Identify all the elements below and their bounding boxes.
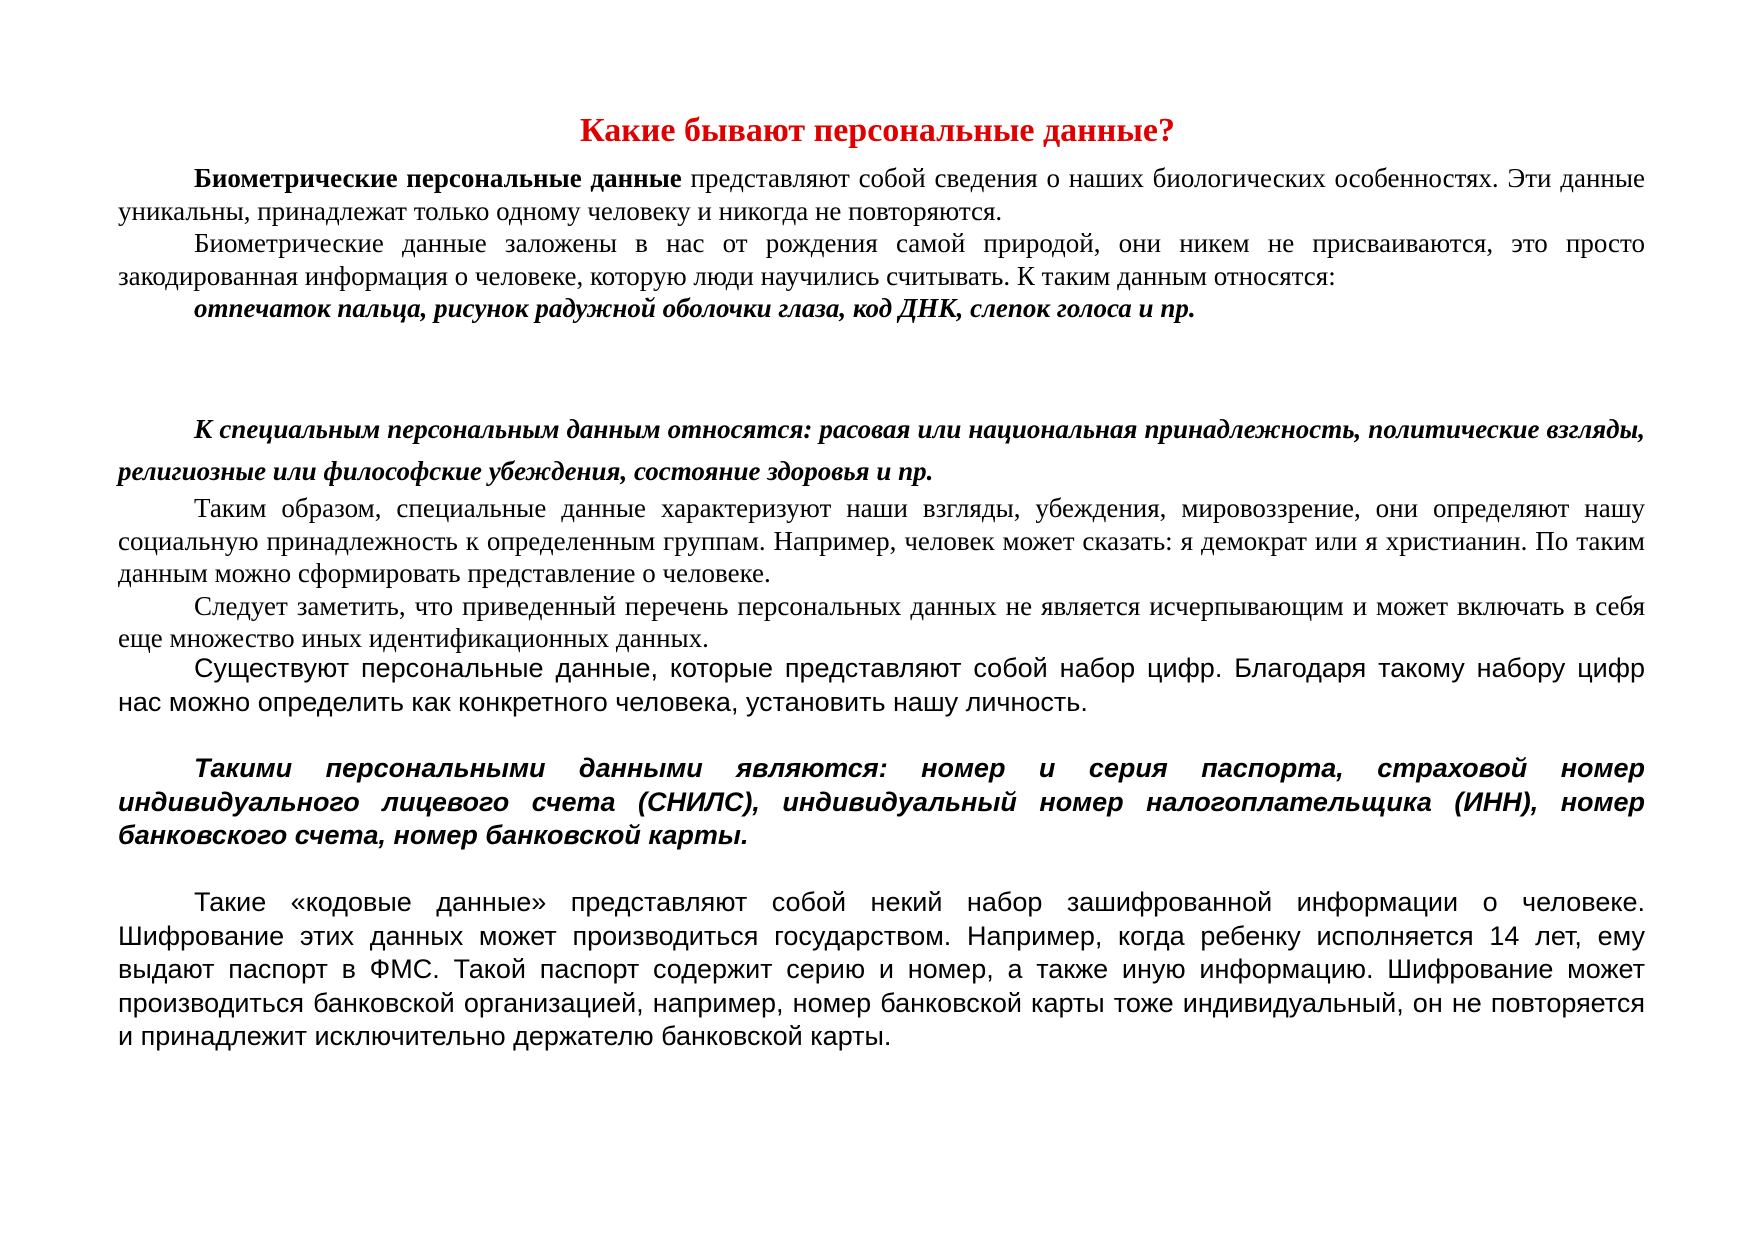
biometric-term: Биометрические персональные данные xyxy=(194,163,682,193)
biometric-definition: представляют собой сведения о наших биологических особенностях. Эти данные уникальны, принадлежат только одному человеку и никогда не повторяются. xyxy=(118,163,1645,226)
numeric-data-intro: Существуют персональные данные, которые представляют собой набор цифр. Благодаря такому набору цифр нас можно определить как конкретного человека, установить нашу личность. xyxy=(118,653,1645,717)
coded-data-section xyxy=(118,886,1645,1054)
numeric-data-section xyxy=(118,652,1645,719)
biometric-examples: отпечаток пальца, рисунок радужной оболочки глаза, код ДНК, слепок голоса и пр. xyxy=(194,293,1196,323)
special-data-explanation: Таким образом, специальные данные характеризуют наши взгляды, убеждения, мировоззрение, они определяют нашу социальную принадлежность к определенным группам. Например, человек может сказать: я демократ или я христианин. По таким данным можно сформировать представление о человеке. xyxy=(118,493,1645,588)
numeric-data-examples-section xyxy=(118,752,1645,853)
coded-data-paragraph: Такие «кодовые данные» представляют собой некий набор зашифрованной информации о человеке. Шифрование этих данных может производиться государством. Например, когда ребенку исполняется 14 лет, ему выдают паспорт в ФМС. Такой паспорт содержит серию и номер, а также иную информацию. Шифрование может производиться банковской организацией, например, номер банковской карты тоже индивидуальный, он не повторяется и принадлежит исключительно держателю банковской карты. xyxy=(118,887,1645,1051)
special-data-section xyxy=(118,408,1645,655)
biometric-intro-paragraph xyxy=(118,162,1645,227)
page-title: Какие бывают персональные данные? xyxy=(580,111,1175,149)
biometric-section xyxy=(118,162,1645,325)
special-data-note: Следует заметить, что приведенный перечень персональных данных не является исчерпывающим и может включать в себя еще множество иных идентификационных данных. xyxy=(118,590,1645,653)
biometric-origin-paragraph: Биометрические данные заложены в нас от рождения самой природой, они никем не присваиваются, это просто закодированная информация о человеке, которую люди научились считывать. К таким данным относятся: xyxy=(118,228,1645,291)
numeric-data-examples: Такими персональными данными являются: номер и серия паспорта, страховой номер индивидуального лицевого счета (СНИЛС), индивидуальный номер налогоплательщика (ИНН), номер банковского счета, номер банковской карты. xyxy=(118,753,1645,850)
special-data-definition: К специальным персональным данным относятся: расовая или национальная принадлежность, политические взгляды, религиозные или философские убеждения, состояние здоровья и пр. xyxy=(118,414,1645,486)
